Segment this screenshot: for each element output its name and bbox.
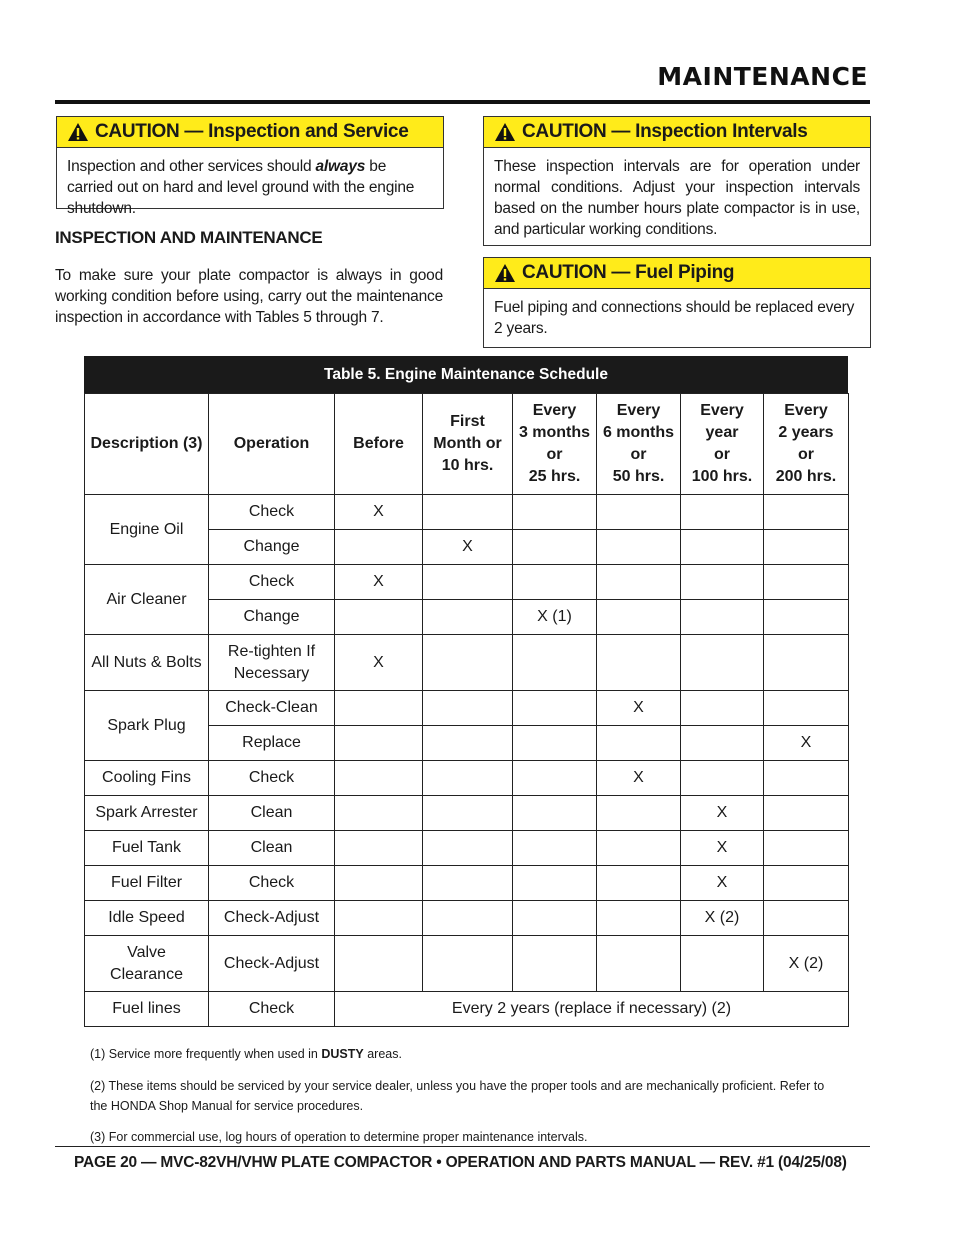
cell xyxy=(335,901,423,936)
cell xyxy=(764,796,849,831)
header-text: 200 hrs. xyxy=(775,468,837,485)
title-rule xyxy=(55,100,870,104)
cell-before: X xyxy=(335,495,423,530)
row-operation: Clean xyxy=(209,796,335,831)
header-3-months xyxy=(513,394,597,495)
cell xyxy=(681,495,764,530)
table-row xyxy=(85,936,849,992)
cell xyxy=(335,936,423,992)
cell xyxy=(513,831,597,866)
caution-title: CAUTION — Fuel Piping xyxy=(522,262,735,283)
cell xyxy=(513,761,597,796)
caution-text-emphasis: always xyxy=(315,158,366,175)
cell xyxy=(764,495,849,530)
cell xyxy=(513,866,597,901)
header-text: Every xyxy=(784,402,828,419)
cell xyxy=(423,796,513,831)
cell-before: X xyxy=(335,565,423,600)
header-text: year xyxy=(705,424,739,441)
row-description xyxy=(85,936,209,992)
cell-every-year: X xyxy=(681,831,764,866)
cell xyxy=(764,600,849,635)
header-text: or xyxy=(714,446,730,463)
header-text: or xyxy=(546,446,563,463)
cell xyxy=(423,901,513,936)
cell xyxy=(597,796,681,831)
row-description: Spark Plug xyxy=(85,691,209,761)
header-text: 100 hrs. xyxy=(691,468,753,485)
row-description: Fuel Filter xyxy=(85,866,209,901)
caution-header xyxy=(484,258,870,289)
cell xyxy=(764,866,849,901)
cell-3-months: X (1) xyxy=(513,600,597,635)
cell xyxy=(597,565,681,600)
cell xyxy=(681,530,764,565)
header-every-year xyxy=(681,394,764,495)
cell xyxy=(597,726,681,761)
cell xyxy=(335,726,423,761)
cell xyxy=(597,600,681,635)
row-operation: Check-Adjust xyxy=(209,936,335,992)
cell xyxy=(513,796,597,831)
cell-every-year: X (2) xyxy=(681,901,764,936)
header-operation xyxy=(209,394,335,495)
footnote-text: (1) Service more frequently when used in xyxy=(90,1047,322,1061)
header-2-years xyxy=(764,394,849,495)
header-description xyxy=(85,394,209,495)
header-6-months xyxy=(597,394,681,495)
header-text: 25 hrs. xyxy=(528,468,581,485)
header-text: Month or xyxy=(433,435,502,452)
cell xyxy=(513,530,597,565)
section-heading: INSPECTION AND MAINTENANCE xyxy=(55,228,323,247)
cell xyxy=(597,831,681,866)
cell xyxy=(335,796,423,831)
cell xyxy=(423,831,513,866)
cell xyxy=(764,635,849,691)
row-operation: Clean xyxy=(209,831,335,866)
table-row xyxy=(85,992,849,1027)
caution-text-part: be carried out on hard and level ground with the engine shutdown. xyxy=(67,158,415,217)
cell xyxy=(513,936,597,992)
row-operation: Check-Clean xyxy=(209,691,335,726)
table-row xyxy=(85,565,849,600)
row-operation: Replace xyxy=(209,726,335,761)
warning-triangle-icon xyxy=(67,122,89,142)
header-text: 3 months xyxy=(518,424,591,441)
cell xyxy=(681,565,764,600)
cell xyxy=(335,831,423,866)
cell xyxy=(597,936,681,992)
row-operation: Check xyxy=(209,866,335,901)
header-text: 6 months xyxy=(602,424,675,441)
table-row xyxy=(85,691,849,726)
cell-every-year: X xyxy=(681,866,764,901)
cell-fuel-lines-note: Every 2 years (replace if necessary) (2) xyxy=(335,992,849,1027)
caution-header xyxy=(57,117,443,148)
caution-header xyxy=(484,117,870,148)
row-description: All Nuts & Bolts xyxy=(85,635,209,691)
row-description: Idle Speed xyxy=(85,901,209,936)
footnote-3: (3) For commercial use, log hours of operation to determine proper maintenance intervals. xyxy=(90,1130,588,1144)
cell xyxy=(597,866,681,901)
cell xyxy=(513,901,597,936)
row-operation: Check xyxy=(209,992,335,1027)
footnote-1 xyxy=(90,1044,830,1064)
description-text: Clearance xyxy=(110,965,183,983)
row-description: Spark Arrester xyxy=(85,796,209,831)
cell xyxy=(764,530,849,565)
cell xyxy=(513,726,597,761)
footnote-2: (2) These items should be serviced by your service dealer, unless you have the proper tools and are mechanically proficient. Refer to the HONDA Shop Manual for service procedures. xyxy=(90,1079,825,1113)
cell xyxy=(335,761,423,796)
row-operation: Change xyxy=(209,530,335,565)
cell xyxy=(764,565,849,600)
header-text: Operation xyxy=(233,435,310,452)
operation-text: Re-tighten If xyxy=(227,642,316,660)
cell xyxy=(513,635,597,691)
caution-title: CAUTION — Inspection and Service xyxy=(95,121,409,142)
cell xyxy=(423,691,513,726)
header-text: Every xyxy=(532,402,577,419)
cell xyxy=(423,495,513,530)
header-text: 10 hrs. xyxy=(441,457,494,474)
engine-maintenance-table xyxy=(84,356,848,1027)
row-description: Cooling Fins xyxy=(85,761,209,796)
footnote-text: areas. xyxy=(363,1047,402,1061)
caution-inspection-intervals xyxy=(483,116,871,246)
cell xyxy=(681,691,764,726)
cell xyxy=(681,635,764,691)
caution-text: Fuel piping and connections should be replaced every 2 years. xyxy=(494,299,855,337)
caution-text xyxy=(57,148,443,225)
cell xyxy=(764,761,849,796)
cell xyxy=(513,565,597,600)
header-text: Every xyxy=(616,402,661,419)
table-caption: Table 5. Engine Maintenance Schedule xyxy=(84,356,848,394)
header-text: or xyxy=(630,446,647,463)
cell xyxy=(423,936,513,992)
cell xyxy=(681,726,764,761)
page-title: MAINTENANCE xyxy=(657,62,868,91)
cell-before: X xyxy=(335,635,423,691)
row-description: Air Cleaner xyxy=(85,565,209,635)
table-row xyxy=(85,796,849,831)
table-header-row xyxy=(85,394,849,495)
caution-text: These inspection intervals are for operation under normal conditions. Adjust your inspection intervals based on the number hours plate compactor is in use, and particular working conditions. xyxy=(494,158,860,238)
section-text: To make sure your plate compactor is always in good working condition before using, carry out the maintenance inspection in accordance with Tables 5 through 7. xyxy=(55,267,443,326)
table-row xyxy=(85,495,849,530)
cell xyxy=(597,530,681,565)
cell xyxy=(513,691,597,726)
cell xyxy=(681,936,764,992)
table-row xyxy=(85,901,849,936)
cell xyxy=(764,691,849,726)
cell-6-months: X xyxy=(597,691,681,726)
header-text: or xyxy=(798,446,814,463)
cell xyxy=(597,495,681,530)
row-operation: Check xyxy=(209,761,335,796)
cell xyxy=(335,600,423,635)
row-operation: Check xyxy=(209,565,335,600)
footer-rule xyxy=(55,1146,870,1147)
cell xyxy=(335,691,423,726)
schedule-table xyxy=(84,393,849,1027)
cell xyxy=(681,761,764,796)
warning-triangle-icon xyxy=(494,263,516,283)
cell xyxy=(764,901,849,936)
header-before xyxy=(335,394,423,495)
cell xyxy=(423,565,513,600)
table-row xyxy=(85,831,849,866)
cell xyxy=(423,600,513,635)
cell xyxy=(681,600,764,635)
header-text: First xyxy=(450,413,485,430)
row-operation: Change xyxy=(209,600,335,635)
row-operation: Check-Adjust xyxy=(209,901,335,936)
caution-text-part: Inspection and other services should xyxy=(67,158,316,175)
cell-first-month: X xyxy=(423,530,513,565)
table-row xyxy=(85,761,849,796)
cell xyxy=(335,530,423,565)
row-operation: Check xyxy=(209,495,335,530)
header-text: Every xyxy=(700,402,744,419)
header-text: Before xyxy=(353,435,404,452)
header-text: 50 hrs. xyxy=(612,468,665,485)
header-text: 2 years xyxy=(778,424,834,441)
cell xyxy=(423,866,513,901)
caution-fuel-piping xyxy=(483,257,871,348)
row-operation xyxy=(209,635,335,691)
cell-every-year: X xyxy=(681,796,764,831)
row-description: Fuel lines xyxy=(85,992,209,1027)
header-text: Description (3) xyxy=(90,435,203,452)
row-description: Engine Oil xyxy=(85,495,209,565)
cell xyxy=(764,831,849,866)
header-first-month xyxy=(423,394,513,495)
cell-6-months: X xyxy=(597,761,681,796)
cell xyxy=(597,901,681,936)
cell xyxy=(423,761,513,796)
cell xyxy=(513,495,597,530)
operation-text: Necessary xyxy=(233,664,310,682)
cell xyxy=(423,635,513,691)
table-row xyxy=(85,866,849,901)
cell xyxy=(423,726,513,761)
footnote-emphasis: DUSTY xyxy=(321,1047,364,1061)
cell xyxy=(335,866,423,901)
table-row xyxy=(85,635,849,691)
page-footer: PAGE 20 — MVC-82VH/VHW PLATE COMPACTOR • OPERATION AND PARTS MANUAL — REV. #1 (04/25/08) xyxy=(74,1154,847,1171)
cell-2-years: X xyxy=(764,726,849,761)
caution-title: CAUTION — Inspection Intervals xyxy=(522,121,808,142)
warning-triangle-icon xyxy=(494,122,516,142)
cell-2-years: X (2) xyxy=(764,936,849,992)
row-description: Fuel Tank xyxy=(85,831,209,866)
caution-inspection-service xyxy=(56,116,444,217)
description-text: Valve xyxy=(127,943,166,961)
cell xyxy=(597,635,681,691)
